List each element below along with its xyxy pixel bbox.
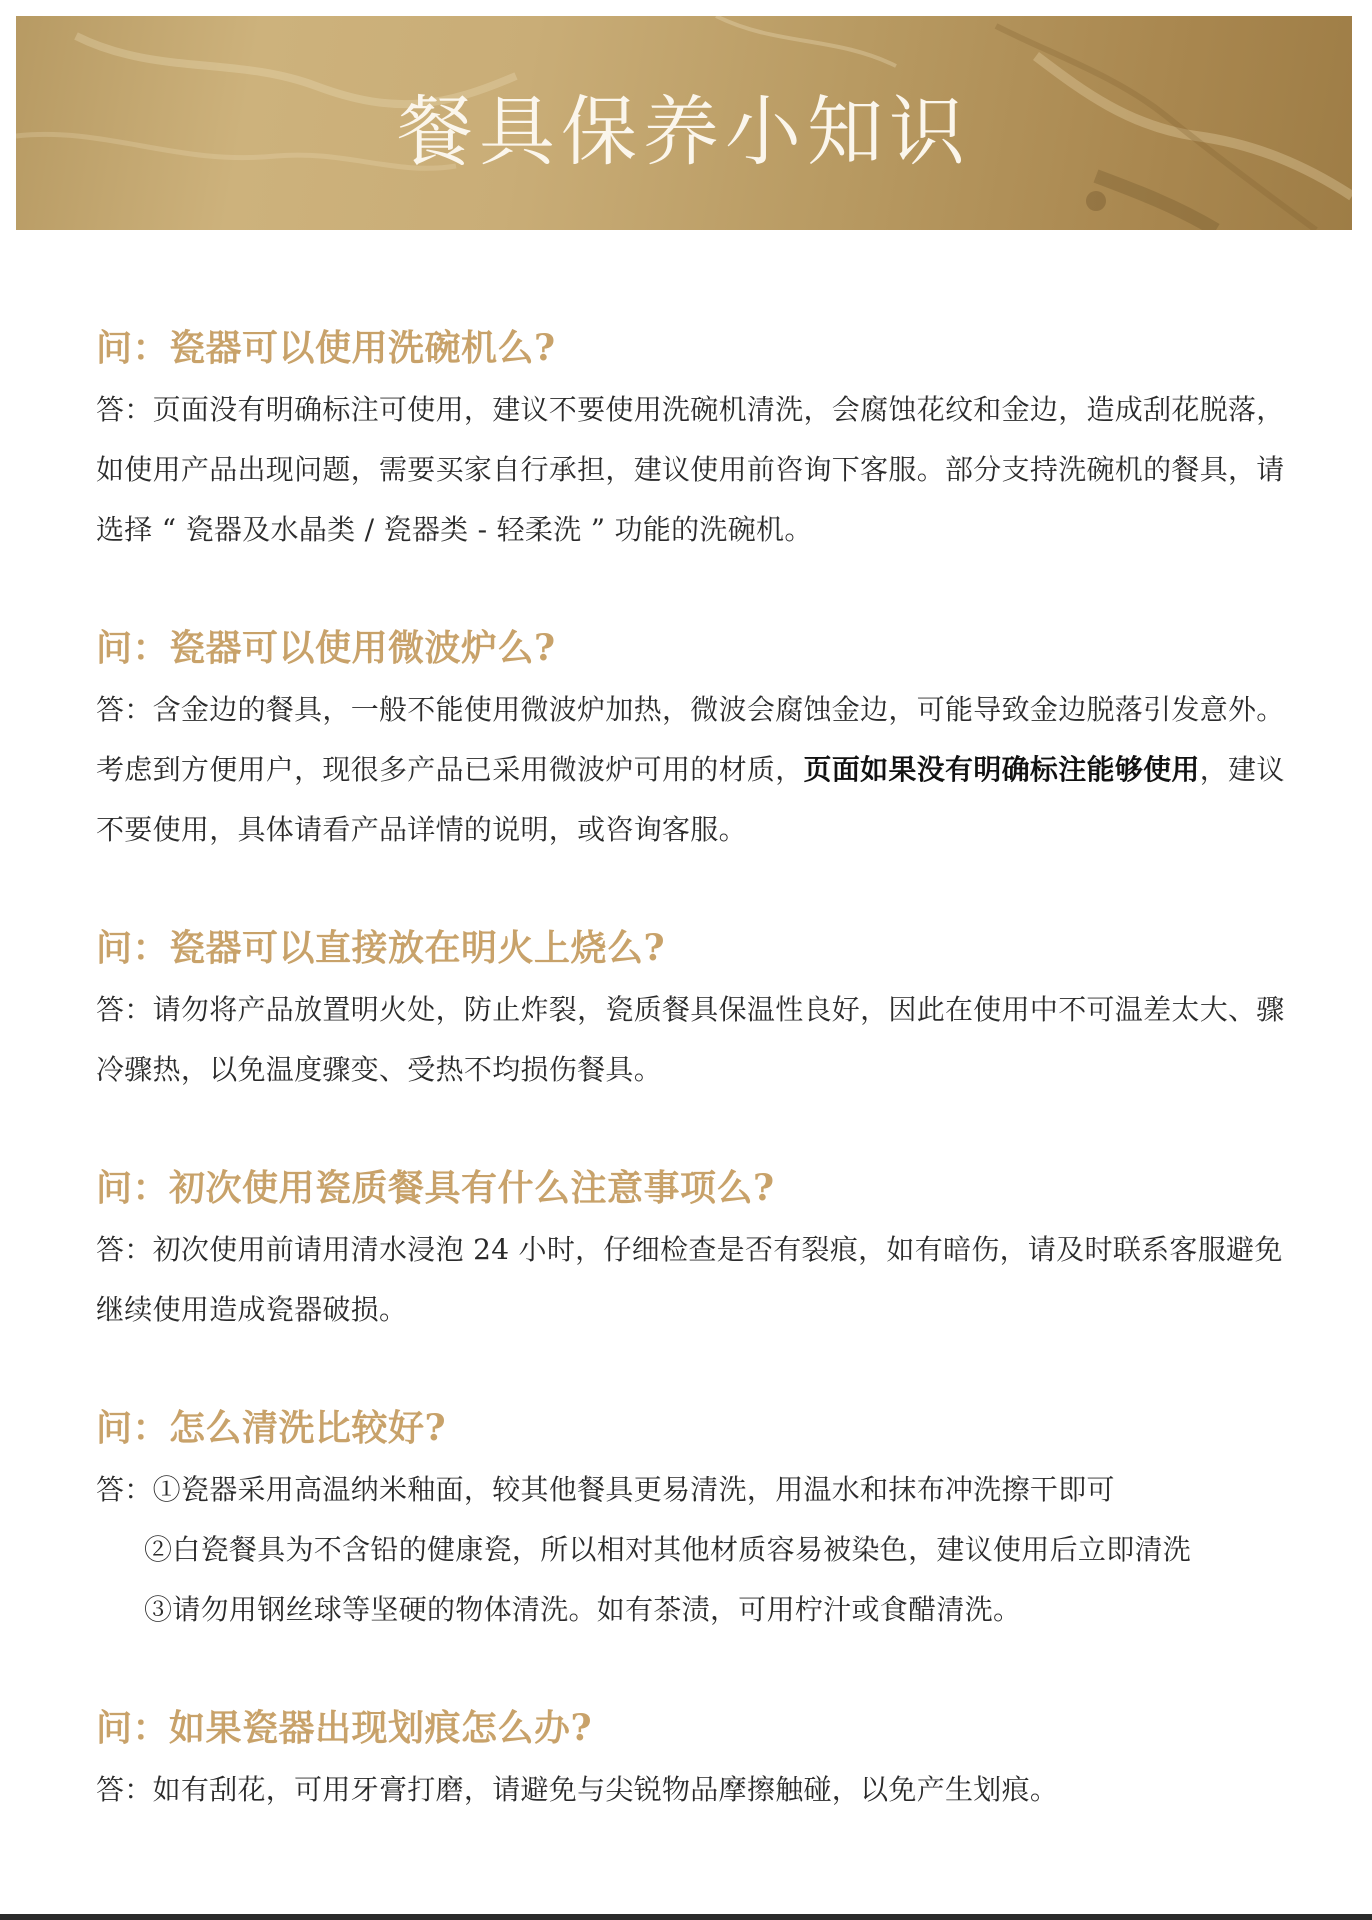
faq-answer: 答：如有刮花，可用牙膏打磨，请避免与尖锐物品摩擦触碰，以免产生划痕。 xyxy=(96,1773,1059,1806)
faq-question: 问：如果瓷器出现划痕怎么办? xyxy=(96,1707,593,1749)
faq-item-first-use xyxy=(96,1158,1286,1340)
faq-answer-emphasis: 页面如果没有明确标注能够使用 xyxy=(803,753,1200,786)
faq-question: 问：瓷器可以直接放在明火上烧么? xyxy=(96,927,666,969)
faq-answer: 答：页面没有明确标注可使用，建议不要使用洗碗机清洗，会腐蚀花纹和金边，造成刮花脱落，如使用产品出现问题，需要买家自行承担，建议使用前咨询下客服。部分支持洗碗机的餐具，请选择 “ 瓷器及水晶类 / 瓷器类 - 轻柔洗 ” 功能的洗碗机。 xyxy=(96,393,1285,546)
bottom-divider xyxy=(0,1914,1372,1920)
page-title: 餐具保养小知识 xyxy=(397,87,971,176)
faq-answer: 答：初次使用前请用清水浸泡 24 小时，仔细检查是否有裂痕，如有暗伤，请及时联系客服避免继续使用造成瓷器破损。 xyxy=(96,1233,1283,1326)
faq-question: 问：怎么清洗比较好? xyxy=(96,1407,447,1449)
faq-item-microwave xyxy=(96,618,1286,860)
faq-question: 问：瓷器可以使用微波炉么? xyxy=(96,627,556,669)
faq-answer-text: 答：含金边的餐具，一般不能使用微波炉加热，微波会腐蚀金边，可能导致金边脱落引发意外。考虑到方便用户，现很多产品已采用微波炉可用的材质， xyxy=(96,693,1285,786)
faq-list xyxy=(96,318,1286,1820)
faq-answer-line: ③请勿用钢丝球等坚硬的物体清洗。如有茶渍，可用柠汁或食醋清洗。 xyxy=(144,1593,1022,1626)
faq-answer: 答：请勿将产品放置明火处，防止炸裂，瓷质餐具保温性良好，因此在使用中不可温差太大、骤冷骤热，以免温度骤变、受热不均损伤餐具。 xyxy=(96,993,1285,1086)
header-banner xyxy=(16,16,1352,230)
faq-question: 问：初次使用瓷质餐具有什么注意事项么? xyxy=(96,1167,775,1209)
faq-answer-text: ，建议不要使用，具体请看产品详情的说明，或咨询客服。 xyxy=(96,753,1285,846)
faq-item-cleaning xyxy=(96,1398,1286,1640)
faq-answer-line: 答：①瓷器采用高温纳米釉面，较其他餐具更易清洗，用温水和抹布冲洗擦干即可 xyxy=(96,1473,1115,1506)
faq-question: 问：瓷器可以使用洗碗机么? xyxy=(96,327,556,369)
faq-item-scratches xyxy=(96,1698,1286,1820)
faq-answer xyxy=(96,1460,1286,1640)
faq-answer-line: ②白瓷餐具为不含铅的健康瓷，所以相对其他材质容易被染色，建议使用后立即清洗 xyxy=(144,1533,1192,1566)
faq-answer xyxy=(96,680,1286,860)
faq-item-open-flame xyxy=(96,918,1286,1100)
faq-item-dishwasher xyxy=(96,318,1286,560)
